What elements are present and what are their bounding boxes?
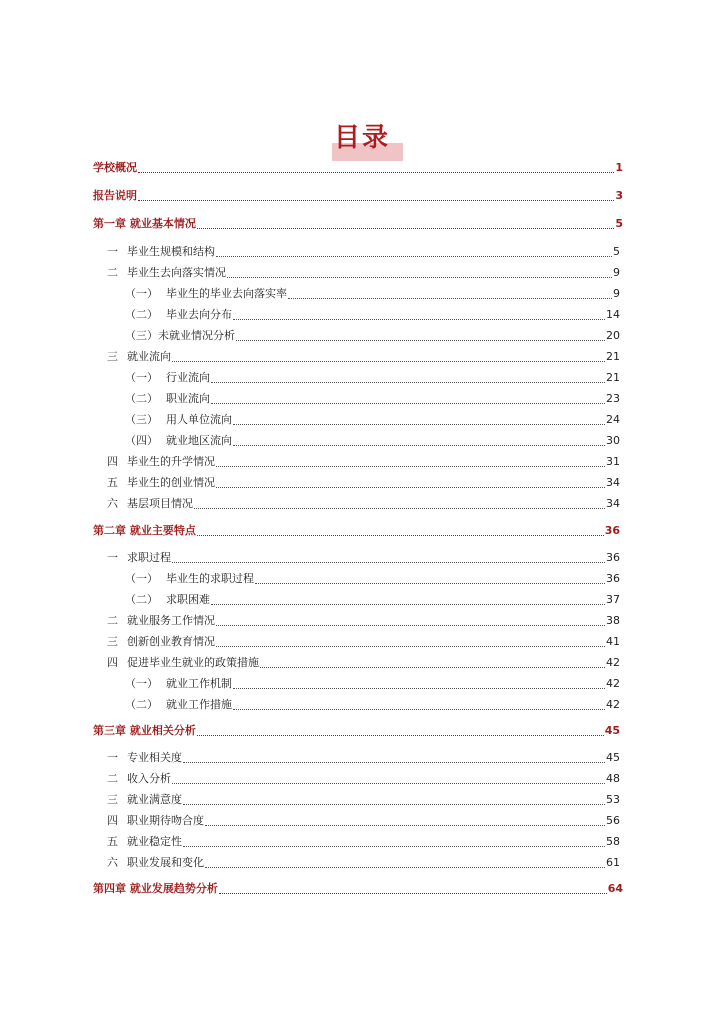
dot-leader	[227, 277, 612, 278]
toc-entry-1-3-3[interactable]	[125, 412, 620, 428]
toc-entry-3-6[interactable]	[107, 855, 620, 871]
toc-entry-number: 四	[107, 455, 118, 468]
dot-leader	[172, 562, 605, 563]
toc-entry-number: 三	[107, 350, 118, 363]
toc-entry-1-3-2[interactable]	[125, 391, 620, 407]
toc-entry-label: 职业流向	[166, 392, 210, 405]
dot-leader	[233, 424, 605, 425]
dot-leader	[197, 535, 604, 536]
toc-entry-label: 就业满意度	[127, 793, 182, 806]
toc-entry-label: 就业地区流向	[166, 434, 232, 447]
toc-entry-3-4[interactable]	[107, 813, 620, 829]
toc-entry-label: 收入分析	[127, 772, 171, 785]
toc-entry-label: 毕业生的创业情况	[127, 476, 215, 489]
toc-entry-number: 四	[107, 814, 118, 827]
toc-entry-number: （一）	[125, 287, 158, 300]
toc-entry-number: 一	[107, 751, 118, 764]
toc-entry-label: 就业流向	[127, 350, 171, 363]
toc-entry-page: 14	[606, 308, 620, 321]
toc-entry-3-5[interactable]	[107, 834, 620, 850]
toc-entry-page: 58	[606, 835, 620, 848]
toc-entry-number: （二）	[125, 392, 158, 405]
toc-entry-number: 四	[107, 656, 118, 669]
toc-entry-number: 三	[107, 635, 118, 648]
toc-entry-page: 24	[606, 413, 620, 426]
toc-entry-1-3[interactable]	[107, 349, 620, 365]
toc-entry-page: 5	[615, 217, 623, 230]
toc-entry-number: （二）	[125, 593, 158, 606]
dot-leader	[172, 783, 605, 784]
toc-entry-2-1[interactable]	[107, 550, 620, 566]
toc-entry-number: （二）	[125, 698, 158, 711]
toc-entry-page: 23	[606, 392, 620, 405]
toc-entry-label: 毕业生的毕业去向落实率	[166, 287, 287, 300]
toc-entry-label: 基层项目情况	[127, 497, 193, 510]
toc-entry-chapter-1[interactable]	[93, 216, 623, 232]
toc-entry-page: 36	[606, 551, 620, 564]
dot-leader	[197, 735, 604, 736]
toc-entry-number: 二	[107, 266, 118, 279]
dot-leader	[211, 604, 605, 605]
dot-leader	[194, 508, 605, 509]
dot-leader	[172, 361, 605, 362]
toc-entry-label: 毕业生的升学情况	[127, 455, 215, 468]
toc-entry-label: 毕业去向分布	[166, 308, 232, 321]
toc-entry-chapter-2[interactable]	[93, 523, 620, 539]
toc-entry-report-notes[interactable]	[93, 188, 623, 204]
toc-entry-label: 第三章 就业相关分析	[93, 724, 196, 737]
toc-entry-page: 42	[606, 698, 620, 711]
dot-leader	[211, 382, 605, 383]
dot-leader	[233, 445, 605, 446]
toc-entry-label: 第二章 就业主要特点	[93, 524, 196, 537]
dot-leader	[205, 867, 605, 868]
toc-entry-page: 9	[613, 287, 620, 300]
toc-entry-page: 21	[606, 350, 620, 363]
toc-entry-number: （一）	[125, 677, 158, 690]
dot-leader	[197, 228, 615, 229]
toc-entry-3-1[interactable]	[107, 750, 620, 766]
toc-entry-number: （三）	[125, 413, 158, 426]
toc-entry-number: 五	[107, 476, 118, 489]
toc-entry-label: 毕业生规模和结构	[127, 245, 215, 258]
toc-entry-page: 20	[606, 329, 620, 342]
toc-entry-label: 求职过程	[127, 551, 171, 564]
toc-entry-label: 专业相关度	[127, 751, 182, 764]
toc-entry-label: 促进毕业生就业的政策措施	[127, 656, 259, 669]
toc-entry-3-2[interactable]	[107, 771, 620, 787]
toc-entry-2-1-2[interactable]	[125, 592, 620, 608]
toc-entry-1-6[interactable]	[107, 496, 620, 512]
toc-entry-2-4[interactable]	[107, 655, 620, 671]
toc-entry-page: 45	[606, 751, 620, 764]
dot-leader	[138, 200, 614, 201]
toc-entry-page: 34	[606, 476, 620, 489]
toc-entry-label: 毕业生的求职过程	[166, 572, 254, 585]
toc-entry-label: 第一章 就业基本情况	[93, 217, 196, 230]
dot-leader	[255, 583, 605, 584]
dot-leader	[205, 825, 605, 826]
dot-leader	[219, 893, 607, 894]
dot-leader	[233, 709, 605, 710]
toc-entry-number: 二	[107, 614, 118, 627]
toc-entry-page: 48	[606, 772, 620, 785]
dot-leader	[211, 403, 605, 404]
toc-entry-number: 三	[107, 793, 118, 806]
toc-entry-page: 36	[604, 524, 620, 537]
toc-entry-page: 5	[613, 245, 620, 258]
toc-entry-number: （一）	[125, 572, 158, 585]
dot-leader	[183, 804, 605, 805]
toc-entry-label: 第四章 就业发展趋势分析	[93, 882, 218, 895]
toc-entry-page: 1	[615, 161, 623, 174]
toc-entry-2-4-1[interactable]	[125, 676, 620, 692]
toc-entry-2-1-1[interactable]	[125, 571, 620, 587]
toc-entry-3-3[interactable]	[107, 792, 620, 808]
dot-leader	[233, 319, 605, 320]
toc-entry-1-2[interactable]	[107, 265, 620, 281]
toc-entry-page: 61	[606, 856, 620, 869]
toc-entry-label: 用人单位流向	[166, 413, 232, 426]
toc-entry-label: 就业工作机制	[166, 677, 232, 690]
dot-leader	[216, 487, 605, 488]
toc-entry-page: 56	[606, 814, 620, 827]
toc-entry-1-2-1[interactable]	[125, 286, 620, 302]
toc-entry-1-3-1[interactable]	[125, 370, 620, 386]
toc-entry-1-3-4[interactable]	[125, 433, 620, 449]
dot-leader	[216, 256, 612, 257]
toc-entry-label: 就业工作措施	[166, 698, 232, 711]
dot-leader	[288, 298, 612, 299]
dot-leader	[233, 688, 605, 689]
dot-leader	[216, 625, 605, 626]
toc-entry-number: 六	[107, 497, 118, 510]
toc-entry-number: 五	[107, 835, 118, 848]
toc-entry-page: 53	[606, 793, 620, 806]
toc-entry-number: 一	[107, 245, 118, 258]
toc-entry-page: 31	[606, 455, 620, 468]
toc-entry-label: 职业期待吻合度	[127, 814, 204, 827]
toc-entry-label: 创新创业教育情况	[127, 635, 215, 648]
toc-entry-page: 64	[607, 882, 623, 895]
dot-leader	[183, 846, 605, 847]
toc-entry-label: （三）未就业情况分析	[125, 329, 235, 342]
toc-entry-2-4-2[interactable]	[125, 697, 620, 713]
toc-entry-2-3[interactable]	[107, 634, 620, 650]
toc-entry-page: 9	[613, 266, 620, 279]
toc-entry-page: 45	[604, 724, 620, 737]
toc-entry-1-1[interactable]	[107, 244, 620, 260]
toc-entry-label: 报告说明	[93, 189, 137, 202]
toc-entry-number: （四）	[125, 434, 158, 447]
toc-entry-page: 41	[606, 635, 620, 648]
dot-leader	[138, 172, 614, 173]
page-title: 目录	[333, 123, 390, 153]
toc-entry-page: 36	[606, 572, 620, 585]
toc-entry-chapter-4[interactable]	[93, 881, 623, 897]
toc-entry-number: 二	[107, 772, 118, 785]
toc-entry-1-5[interactable]	[107, 475, 620, 491]
toc-entry-chapter-3[interactable]	[93, 723, 620, 739]
toc-entry-page: 42	[606, 677, 620, 690]
dot-leader	[216, 646, 605, 647]
toc-entry-page: 38	[606, 614, 620, 627]
toc-entry-label: 行业流向	[166, 371, 210, 384]
toc-entry-2-2[interactable]	[107, 613, 620, 629]
toc-entry-page: 3	[615, 189, 623, 202]
toc-entry-page: 34	[606, 497, 620, 510]
dot-leader	[260, 667, 605, 668]
toc-entry-page: 21	[606, 371, 620, 384]
toc-entry-1-4[interactable]	[107, 454, 620, 470]
toc-entry-label: 求职困难	[166, 593, 210, 606]
dot-leader	[236, 340, 605, 341]
dot-leader	[216, 466, 605, 467]
toc-entry-number: 一	[107, 551, 118, 564]
toc-entry-page: 42	[606, 656, 620, 669]
toc-entry-page: 30	[606, 434, 620, 447]
toc-entry-number: （一）	[125, 371, 158, 384]
toc-entry-label: 学校概况	[93, 161, 137, 174]
toc-entry-school-overview[interactable]	[93, 160, 623, 176]
toc-entry-label: 就业服务工作情况	[127, 614, 215, 627]
toc-entry-1-2-3[interactable]	[125, 328, 620, 344]
toc-entry-number: 六	[107, 856, 118, 869]
toc-entry-label: 职业发展和变化	[127, 856, 204, 869]
toc-entry-page: 37	[606, 593, 620, 606]
toc-entry-label: 就业稳定性	[127, 835, 182, 848]
toc-entry-number: （二）	[125, 308, 158, 321]
toc-entry-label: 毕业生去向落实情况	[127, 266, 226, 279]
toc-entry-1-2-2[interactable]	[125, 307, 620, 323]
dot-leader	[183, 762, 605, 763]
